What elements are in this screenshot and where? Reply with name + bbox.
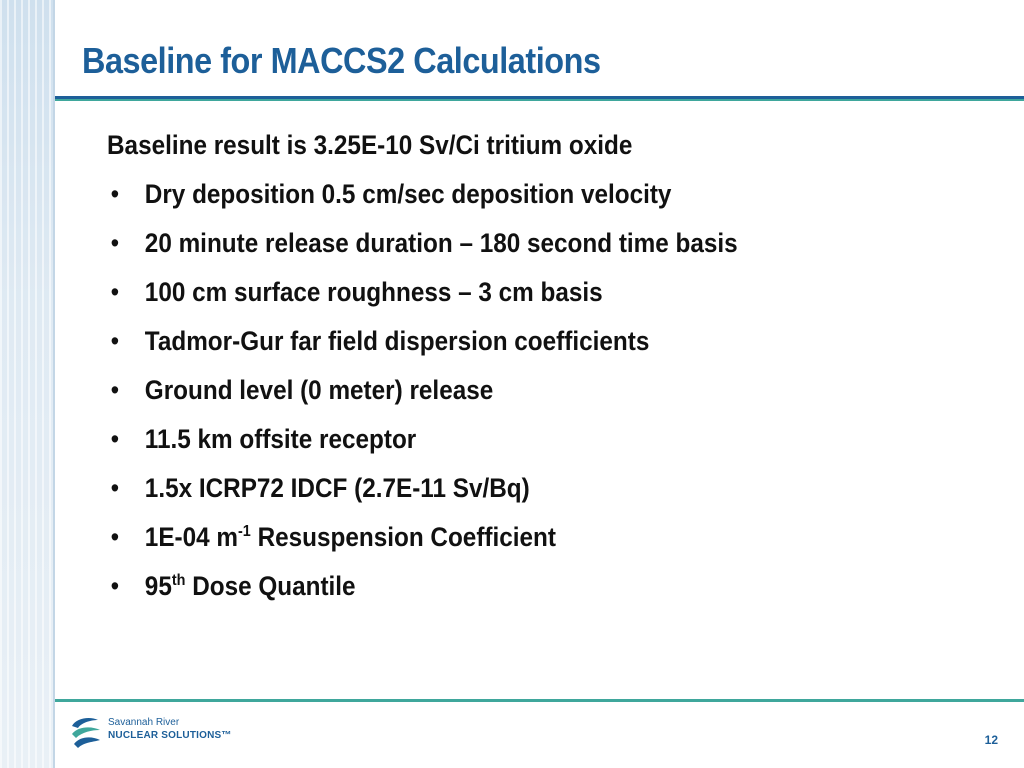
logo-text-nuclear-solutions: NUCLEAR SOLUTIONS™ — [108, 730, 232, 741]
bullet-item-release-duration — [107, 226, 899, 275]
bullet-dot: • — [110, 424, 120, 454]
bullet-item-resuspension — [107, 520, 899, 569]
bullet-item-dispersion — [107, 324, 899, 373]
bullet-dot: • — [110, 326, 120, 356]
logo-text-savannah-river: Savannah River — [108, 717, 180, 728]
title-divider-accent — [55, 99, 1024, 101]
bullet-list — [107, 177, 899, 618]
bullet-item-receptor — [107, 422, 899, 471]
logo-mark-icon — [68, 714, 104, 750]
bullet-text: 1.5x ICRP72 IDCF (2.7E-11 Sv/Bq) — [144, 473, 530, 503]
bullet-dot: • — [110, 228, 120, 258]
footer-divider — [55, 699, 1024, 702]
bullet-item-deposition — [107, 177, 899, 226]
bullet-item-idcf — [107, 471, 899, 520]
bullet-text: 20 minute release duration – 180 second time basis — [144, 228, 738, 258]
bullet-text: Ground level (0 meter) release — [144, 375, 494, 405]
left-decorative-band — [0, 0, 55, 768]
bullet-dot: • — [110, 571, 120, 601]
superscript: th — [171, 572, 186, 589]
bullet-text — [145, 522, 556, 552]
company-logo — [68, 714, 238, 754]
bullet-item-ground-level — [107, 373, 899, 422]
slide-body — [107, 128, 899, 618]
bullet-text: Dry deposition 0.5 cm/sec deposition velocity — [144, 179, 672, 209]
bullet-item-surface-roughness — [107, 275, 899, 324]
bullet-dot: • — [110, 277, 120, 307]
bullet-text-rest: Dose Quantile — [185, 571, 356, 601]
bullet-item-dose-quantile — [107, 569, 899, 618]
left-band-edge — [53, 0, 55, 768]
bullet-text: 100 cm surface roughness – 3 cm basis — [144, 277, 603, 307]
superscript: -1 — [238, 523, 251, 540]
bullet-dot: • — [110, 179, 120, 209]
bullet-dot: • — [110, 375, 120, 405]
bullet-text-main: 1E-04 m — [144, 522, 239, 552]
bullet-text-rest: Resuspension Coefficient — [250, 522, 556, 552]
slide-title: Baseline for MACCS2 Calculations — [82, 40, 601, 81]
bullet-text — [145, 571, 356, 601]
bullet-text: Tadmor-Gur far field dispersion coefficients — [144, 326, 650, 356]
bullet-dot: • — [110, 522, 120, 552]
intro-text: Baseline result is 3.25E-10 Sv/Ci tritium oxide — [107, 130, 633, 160]
bullet-dot: • — [110, 473, 120, 503]
bullet-text-main: 95 — [144, 571, 172, 601]
bullet-text: 11.5 km offsite receptor — [144, 424, 417, 454]
page-number: 12 — [984, 733, 998, 747]
